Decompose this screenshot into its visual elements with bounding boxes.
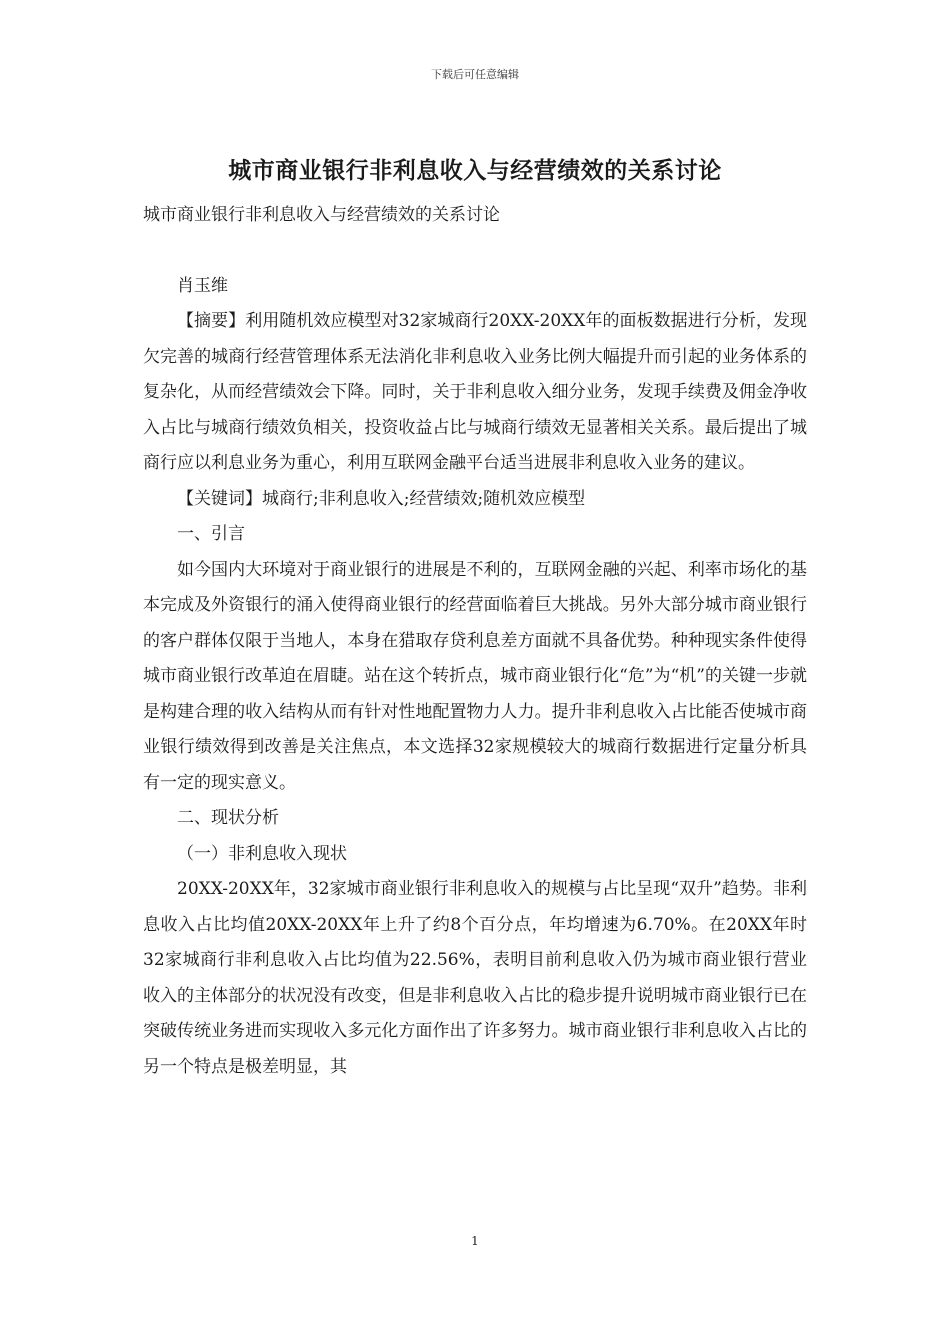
section-heading-introduction: 一、引言 — [177, 524, 245, 544]
abstract-paragraph: 【摘要】利用随机效应模型对32家城商行20XX-20XX年的面板数据进行分析，发现欠完善的城商行经营管理体系无法消化非利息收入业务比例大幅提升而引起的业务体系的复杂化，从而经营绩效会下降。同时，关于非利息收入细分业务，发现手续费及佣金净收入占比与城商行绩效负相关，投资收益占比与城商行绩效无显著相关关系。最后提出了城商行应以利息业务为重心，利用互联网金融平台适当进展非利息收入业务的建议。 — [143, 311, 807, 473]
blank-line — [143, 234, 807, 269]
document-subtitle: 城市商业银行非利息收入与经营绩效的关系讨论 — [143, 205, 500, 225]
document-title: 城市商业银行非利息收入与经营绩效的关系讨论 — [228, 157, 722, 184]
section-heading-status-analysis: 二、现状分析 — [177, 808, 279, 828]
introduction-paragraph: 如今国内大环境对于商业银行的进展是不利的，互联网金融的兴起、利率市场化的基本完成及外资银行的涌入使得商业银行的经营面临着巨大挑战。另外大部分城市商业银行的客户群体仅限于当地人，本身在猎取存贷利息差方面就不具备优势。种种现实条件使得城市商业银行改革迫在眉睫。站在这个转折点，城市商业银行化“危”为“机”的关键一步就是构建合理的收入结构从而有针对性地配置物力人力。提升非利息收入占比能否使城市商业银行绩效得到改善是关注焦点，本文选择32家规模较大的城商行数据进行定量分析具有一定的现实意义。 — [143, 559, 807, 793]
subsection-heading-non-interest-income: （一）非利息收入现状 — [177, 843, 347, 864]
page-number: 1 — [471, 1234, 479, 1248]
keywords-line: 【关键词】城商行;非利息收入;经营绩效;随机效应模型 — [177, 488, 586, 509]
document-body — [143, 198, 807, 1085]
author-name: 肖玉维 — [177, 275, 228, 296]
header-note: 下载后可任意编辑 — [431, 68, 519, 81]
status-paragraph: 20XX-20XX年，32家城市商业银行非利息收入的规模与占比呈现“双升”趋势。非利息收入占比均值20XX-20XX年上升了约8个百分点，年均增速为6.70%。在20XX年时32家城商行非利息收入占比均值为22.56%，表明目前利息收入仍为城市商业银行营业收入的主体部分的状况没有改变，但是非利息收入占比的稳步提升说明城市商业银行已在突破传统业务进而实现收入多元化方面作出了许多努力。城市商业银行非利息收入占比的另一个特点是极差明显，其 — [143, 879, 807, 1077]
